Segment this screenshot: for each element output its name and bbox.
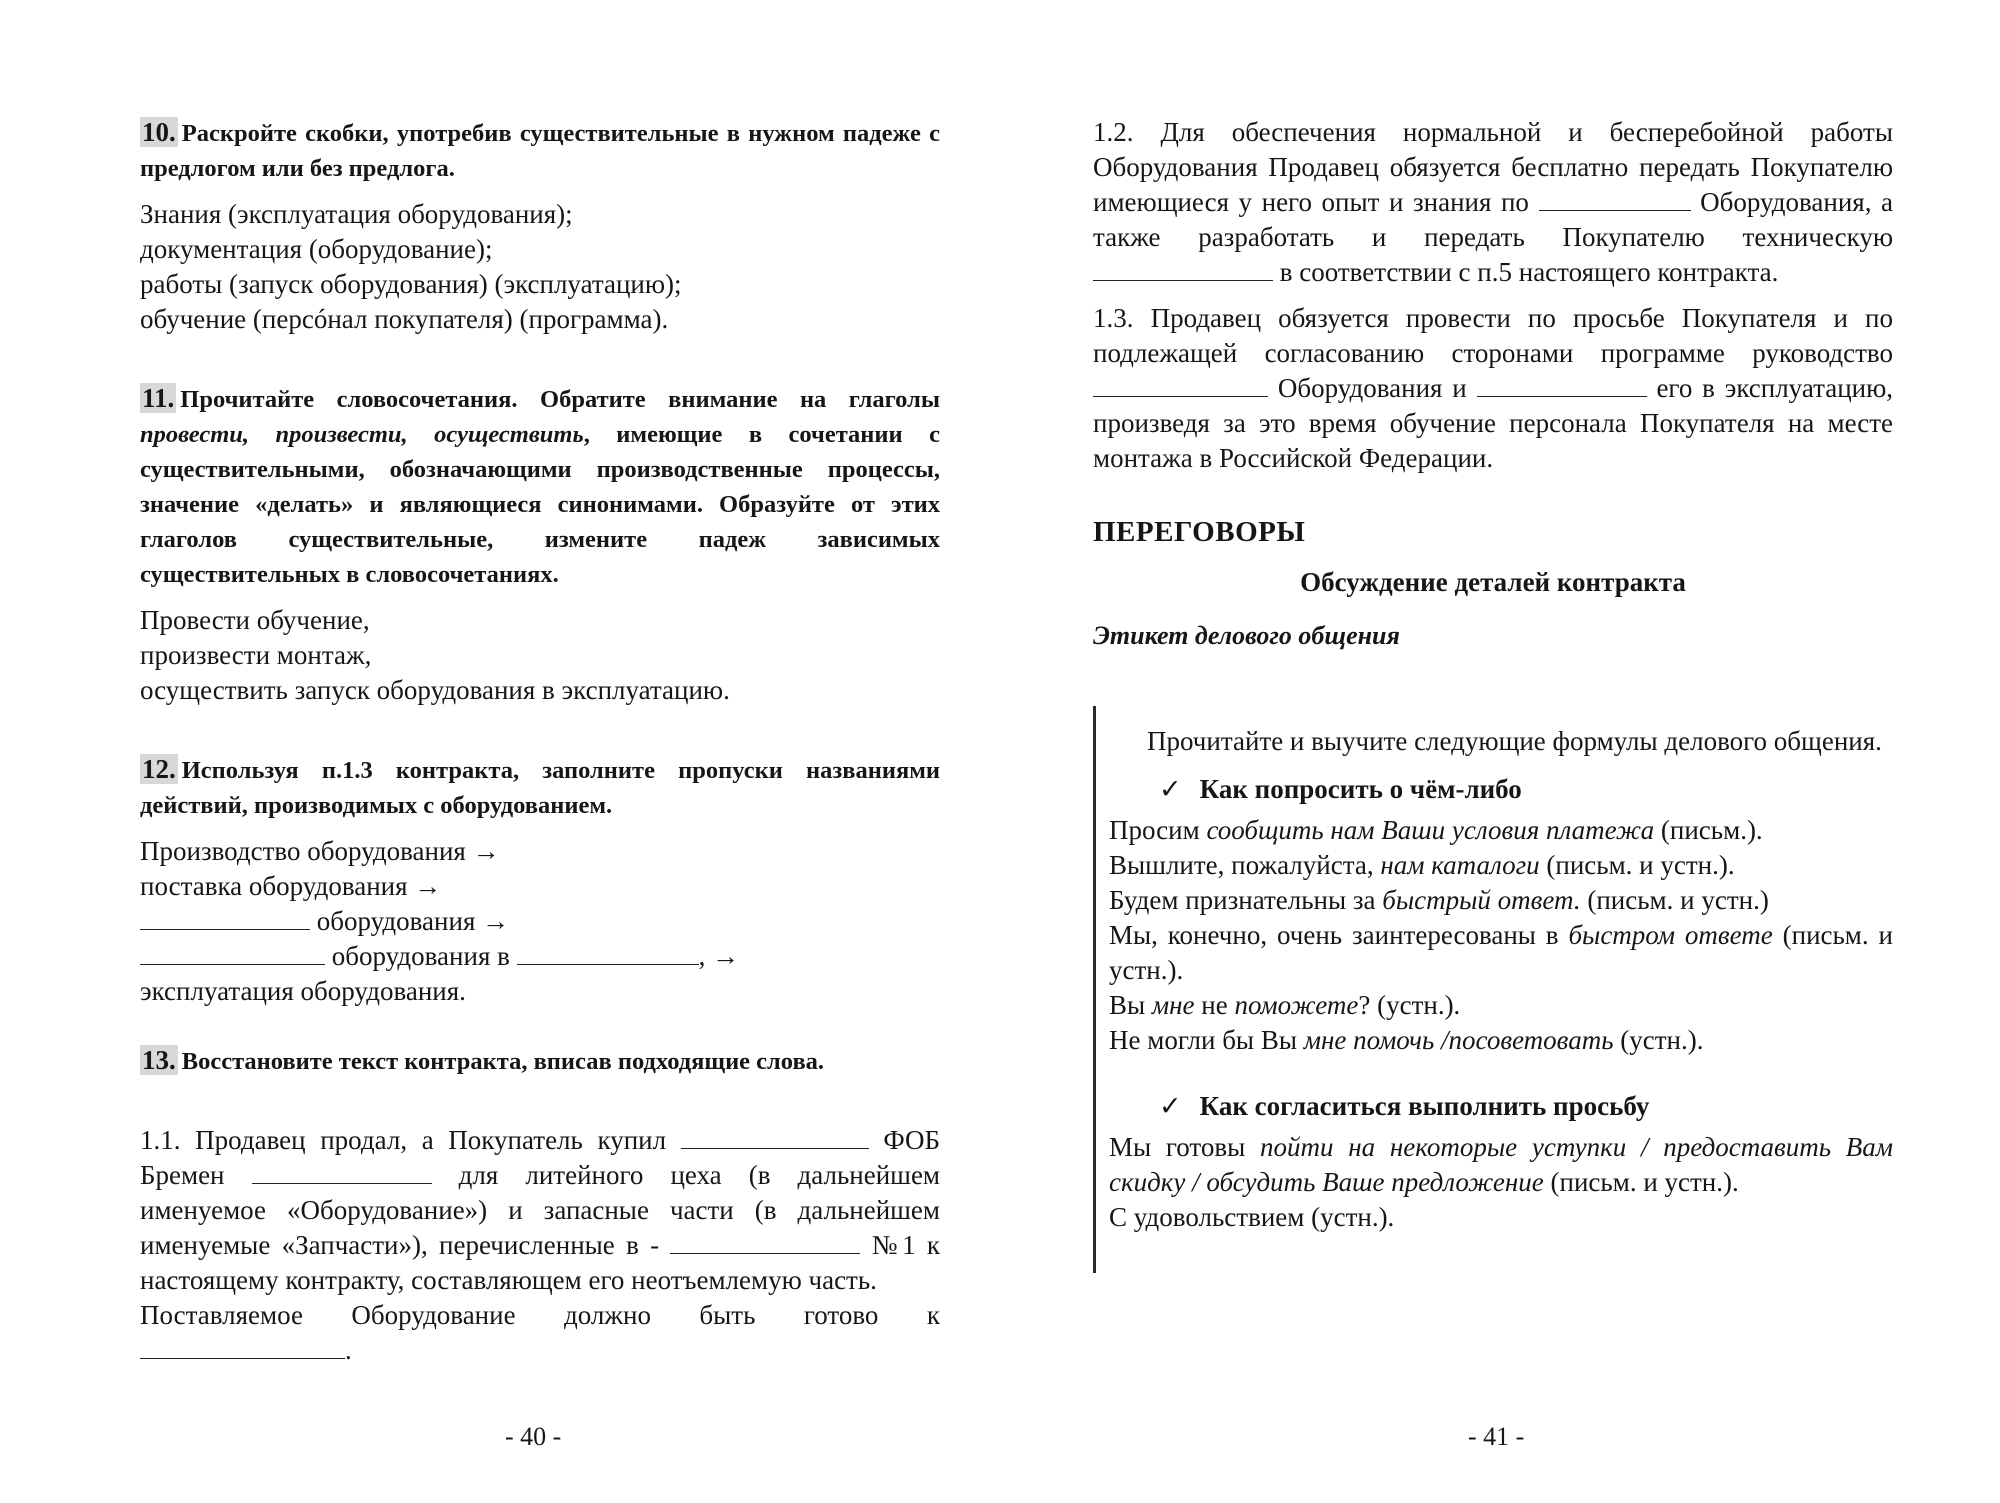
clause-text: ФОБ Бремен	[140, 1125, 940, 1190]
exercise-12-line-blank	[140, 939, 940, 974]
fill-blank[interactable]	[140, 1336, 345, 1359]
phrase-line: Не могли бы Вы мне помочь /посоветовать (устн.).	[1109, 1025, 1704, 1055]
contract-clause-1-2	[1093, 115, 1893, 290]
phrases-box	[1093, 724, 1893, 1235]
exercise-10-text: Раскройте скобки, употребив существительные в нужном падеже с предлогом или без предлога.	[140, 120, 940, 182]
exercise-10-line: документация (оборудование);	[140, 234, 493, 264]
section-subheading: Обсуждение деталей контракта	[1300, 567, 1686, 597]
exercise-12-instruction	[140, 752, 940, 823]
exercise-11-line: Провести обучение,	[140, 605, 370, 635]
check-icon: ✓	[1159, 1091, 1182, 1121]
phrase-line: Вы мне не поможете? (устн.).	[1109, 990, 1461, 1020]
fill-blank[interactable]	[670, 1231, 860, 1254]
fill-blank[interactable]	[1093, 258, 1273, 281]
exercise-12-line: поставка оборудования →	[140, 871, 442, 901]
section-title-text: Как согласиться выполнить просьбу	[1199, 1091, 1650, 1121]
exercise-12-number: 12.	[142, 754, 176, 784]
exercise-11-line: произвести монтаж,	[140, 640, 372, 670]
phrase-line: Вышлите, пожалуйста, нам каталоги (письм. и устн.).	[1109, 850, 1735, 880]
exercise-10-instruction	[140, 115, 940, 186]
exercise-12-line-text: оборудования в	[331, 941, 510, 971]
exercise-11-line: осуществить запуск оборудования в эксплуатацию.	[140, 675, 730, 705]
exercise-12-arrow: , →	[698, 941, 740, 971]
clause-text: его в эксплуатацию, произведя за это время обучение персонала Покупателя на месте монтажа в Российской Федерации.	[1093, 373, 1894, 473]
fill-blank[interactable]	[1477, 374, 1647, 397]
fill-blank[interactable]	[252, 1161, 432, 1184]
phrase-line: Просим сообщить нам Ваши условия платежа (письм.).	[1109, 815, 1763, 845]
clause-text: Поставляемое Оборудование должно быть готово к	[140, 1300, 940, 1330]
page-40-column	[140, 115, 940, 1368]
clause-text: в соответствии с п.5 настоящего контракта.	[1279, 257, 1779, 287]
fill-blank[interactable]	[1539, 188, 1691, 211]
exercise-12-line: эксплуатация оборудования.	[140, 976, 466, 1006]
contract-clause-1-1	[140, 1123, 940, 1298]
section-heading: ПЕРЕГОВОРЫ	[1093, 516, 1306, 548]
clause-text: .	[345, 1335, 352, 1365]
etiquette-heading: Этикет делового общения	[1093, 621, 1400, 650]
clause-text: для литейного цеха (в дальнейшем именуемое «Оборудование») и запасные части (в дальнейшем именуемые «Запчасти»), перечисленные в -	[140, 1160, 941, 1260]
phrase-line: Мы готовы пойти на некоторые уступки / предоставить Вам скидку / обсудить Ваше предложение (письм. и устн.).	[1109, 1132, 1894, 1197]
exercise-13-text: Восстановите текст контракта, вписав подходящие слова.	[181, 1048, 825, 1075]
clause-text: 1.2. Для обеспечения нормальной и бесперебойной работы Оборудования Продавец обязуется бесплатно передать Покупателю имеющиеся у него опыт и знания по	[1093, 117, 1893, 217]
phrases-intro: Прочитайте и выучите следующие формулы делового общения.	[1147, 726, 1882, 756]
page-41-column	[1093, 115, 1893, 1235]
exercise-12-line-blank	[140, 904, 940, 939]
fill-blank[interactable]	[140, 942, 325, 965]
exercise-10-number: 10.	[142, 117, 176, 147]
clause-text: 1.1. Продавец продал, а Покупатель купил	[140, 1125, 667, 1155]
section-request-title	[1159, 769, 1893, 809]
page-41	[1000, 0, 2000, 1503]
clause-text: Оборудования, а также разработать и передать Покупателю техническую	[1093, 187, 1894, 252]
fill-blank[interactable]	[517, 942, 699, 965]
exercise-13-instruction	[140, 1043, 940, 1079]
fill-blank[interactable]	[681, 1126, 869, 1149]
page-number: - 41 -	[1468, 1422, 1525, 1451]
exercise-11-text-b: , имеющие в сочетании с существительными, обозначающими производственные процессы, значение «делать» и являющиеся синонимами. Образуйте от этих глаголов существительные, измените падеж зависимых существительных в словосочетаниях.	[140, 421, 940, 588]
clause-text: 1.3. Продавец обязуется провести по просьбе Покупателя и по подлежащей согласованию сторонами программе руководство	[1093, 303, 1893, 368]
contract-clause-delivery	[140, 1298, 940, 1368]
exercise-11-instruction	[140, 381, 940, 592]
clause-text: Оборудования и	[1277, 373, 1467, 403]
side-bar-line	[1093, 706, 1096, 1273]
exercise-10-line: работы (запуск оборудования) (эксплуатацию);	[140, 269, 682, 299]
contract-clause-1-3	[1093, 301, 1893, 476]
exercise-11-number: 11.	[142, 383, 175, 413]
exercise-11-verbs: провести, произвести, осуществить	[140, 421, 584, 448]
section-title-text: Как попросить о чём-либо	[1199, 774, 1522, 804]
exercise-12-line-text: оборудования →	[316, 906, 510, 936]
clause-text: №1 к настоящему контракту, составляющем его неотъемлемую часть.	[140, 1230, 940, 1295]
section-agree-title	[1159, 1086, 1893, 1126]
phrase-line: Мы, конечно, очень заинтересованы в быстром ответе (письм. и устн.).	[1109, 920, 1893, 985]
exercise-13-number: 13.	[142, 1045, 176, 1075]
exercise-10-line: обучение (персóнал покупателя) (программа).	[140, 304, 669, 334]
phrase-line: С удовольствием (устн.).	[1109, 1202, 1395, 1232]
fill-blank[interactable]	[140, 907, 310, 930]
phrase-line: Будем признательны за быстрый ответ. (письм. и устн.)	[1109, 885, 1769, 915]
fill-blank[interactable]	[1093, 374, 1268, 397]
exercise-12-line: Производство оборудования →	[140, 836, 500, 866]
exercise-12-text: Используя п.1.3 контракта, заполните пропуски названиями действий, производимых с оборудованием.	[140, 757, 940, 819]
exercise-11-text-a: Прочитайте словосочетания. Обратите внимание на глаголы	[180, 386, 940, 413]
check-icon: ✓	[1159, 774, 1182, 804]
page-number: - 40 -	[505, 1422, 562, 1451]
exercise-10-line: Знания (эксплуатация оборудования);	[140, 199, 573, 229]
